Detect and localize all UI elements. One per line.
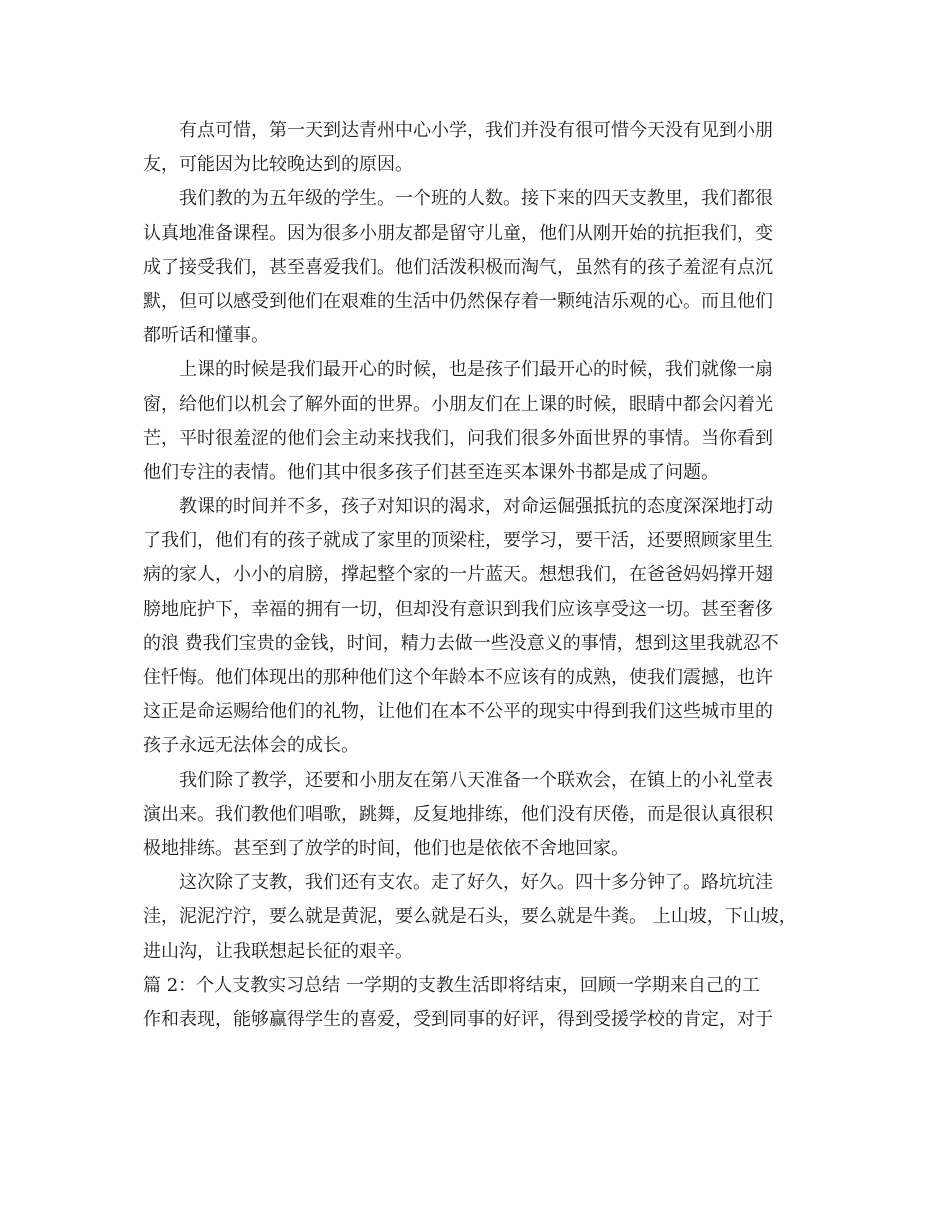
- text-line: 这正是命运赐给他们的礼物，让他们在本不公平的现实中得到我们这些城市里的: [143, 701, 773, 723]
- text-line: 作和表现，能够赢得学生的喜爱，受到同事的好评，得到受援学校的肯定，对于: [143, 1008, 773, 1030]
- document-body: [143, 114, 811, 1037]
- text-line: 认真地准备课程。因为很多小朋友都是留守儿童，他们从刚开始的抗拒我们，变: [143, 222, 773, 244]
- text-line: 都听话和懂事。: [143, 325, 269, 347]
- text-line: 篇 2：个人支教实习总结 一学期的支教生活即将结束，回顾一学期来自己的工: [143, 974, 760, 996]
- text-line: 的浪 费我们宝贵的金钱，时间，精力去做一些没意义的事情，想到这里我就忍不: [143, 632, 779, 654]
- paragraph-first-line: 我们除了教学，还要和小朋友在第八天准备一个联欢会，在镇上的小礼堂表: [179, 769, 773, 791]
- paragraph-first-line: 教课的时间并不多，孩子对知识的渴求，对命运倔强抵抗的态度深深地打动: [179, 496, 773, 518]
- text-line: 极地排练。甚至到了放学的时间，他们也是依依不舍地回家。: [143, 837, 629, 859]
- text-line: 膀地庇护下，幸福的拥有一切，但却没有意识到我们应该享受这一切。甚至奢侈: [143, 598, 773, 620]
- text-line: 病的家人，小小的肩膀，撑起整个家的一片蓝天。想想我们，在爸爸妈妈撑开翅: [143, 564, 773, 586]
- text-line: 友，可能因为比较晚达到的原因。: [143, 154, 413, 176]
- paragraph-first-line: 这次除了支教，我们还有支农。走了好久，好久。四十多分钟了。路坑坑洼: [179, 872, 773, 894]
- paragraph-first-line: 有点可惜，第一天到达青州中心小学，我们并没有很可惜今天没有见到小朋: [179, 120, 773, 141]
- text-line: 洼，泥泥泞泞，要么就是黄泥，要么就是石头，要么就是牛粪。 上山坡，下山坡，: [143, 906, 797, 928]
- text-line: 成了接受我们，甚至喜爱我们。他们活泼积极而淘气，虽然有的孩子羞涩有点沉: [143, 256, 773, 278]
- text-line: 他们专注的表情。他们其中很多孩子们甚至连买本课外书都是成了问题。: [143, 461, 719, 483]
- text-line: 住忏悔。他们体现出的那种他们这个年龄本不应该有的成熟，使我们震撼，也许: [143, 667, 773, 688]
- paragraph-first-line: 我们教的为五年级的学生。一个班的人数。接下来的四天支教里，我们都很: [179, 188, 773, 210]
- text-line: 芒，平时很羞涩的他们会主动来找我们，问我们很多外面世界的事情。当你看到: [143, 427, 773, 449]
- text-line: 孩子永远无法体会的成长。: [143, 735, 359, 757]
- text-line: 进山沟，让我联想起长征的艰辛。: [143, 940, 413, 962]
- text-line: 窗，给他们以机会了解外面的世界。小朋友们在上课的时候，眼睛中都会闪着光: [143, 393, 773, 415]
- text-line: 了我们，他们有的孩子就成了家里的顶梁柱，要学习，要干活，还要照顾家里生: [143, 530, 773, 552]
- text-line: 演出来。我们教他们唱歌，跳舞，反复地排练，他们没有厌倦，而是很认真很积: [143, 803, 773, 825]
- paragraph-first-line: 上课的时候是我们最开心的时候，也是孩子们最开心的时候，我们就像一扇: [179, 359, 773, 381]
- text-line: 默，但可以感受到他们在艰难的生活中仍然保存着一颗纯洁乐观的心。而且他们: [143, 290, 773, 312]
